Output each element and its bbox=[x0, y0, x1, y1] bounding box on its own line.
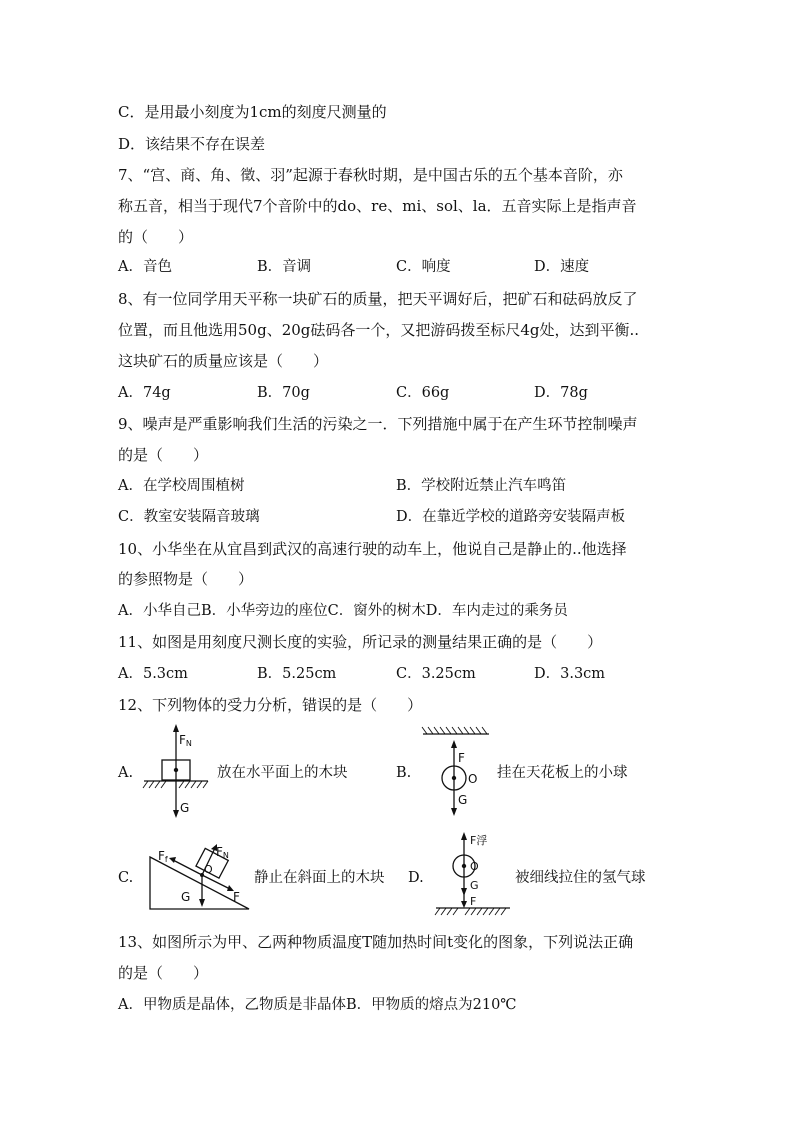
q11-option-d: D．3.3cm bbox=[534, 666, 606, 682]
q7-option-b: B．音调 bbox=[257, 259, 312, 275]
fig-d-buoyancy-label: F浮 bbox=[470, 834, 488, 847]
question-13-line-1: 13、如图所示为甲、乙两种物质温度T随加热时间t变化的图象，下列说法正确 bbox=[118, 933, 634, 951]
option-d-prev: D．该结果不存在误差 bbox=[118, 135, 266, 153]
option-c-prev: C．是用最小刻度为1cm的刻度尺测量的 bbox=[118, 103, 387, 121]
question-10-line-2: 的参照物是（ ） bbox=[118, 570, 254, 588]
q9-option-a: A．在学校周围植树 bbox=[118, 478, 245, 494]
q8-option-a: A．74g bbox=[118, 385, 171, 401]
q7-option-c: C．响度 bbox=[396, 259, 451, 275]
fig-a-g-label: G bbox=[180, 801, 190, 815]
question-9-line-2: 的是（ ） bbox=[118, 446, 209, 464]
question-12-line-1: 12、下列物体的受力分析，错误的是（ ） bbox=[118, 696, 423, 714]
fig-b-f-label: F bbox=[458, 751, 465, 765]
fig-d-g-label: G bbox=[470, 879, 479, 892]
q11-option-a: A．5.3cm bbox=[118, 666, 188, 682]
fig-b-gravity-arrow bbox=[451, 778, 457, 816]
fig-a-diagram bbox=[140, 722, 220, 822]
q8-option-c: C．66g bbox=[396, 385, 450, 401]
fig-d-letter: D. bbox=[408, 870, 424, 886]
fig-c-caption: 静止在斜面上的木块 bbox=[254, 870, 385, 886]
q9-option-c: C．教室安装隔音玻璃 bbox=[118, 509, 260, 525]
fig-a-fn-label: FN bbox=[179, 733, 192, 748]
fig-b-o-label: O bbox=[468, 772, 478, 786]
q7-option-a: A．音色 bbox=[118, 259, 172, 275]
question-8-line-2: 位置，而且他选用50g、20g砝码各一个，又把游码拨至标尺4g处，达到平衡.. bbox=[118, 321, 640, 339]
fig-b-caption: 挂在天花板上的小球 bbox=[497, 765, 628, 781]
q8-option-d: D．78g bbox=[534, 385, 588, 401]
fig-d-ground bbox=[435, 908, 510, 915]
question-10-line-1: 10、小华坐在从宜昌到武汉的高速行驶的动车上，他说自己是静止的..他选择 bbox=[118, 540, 627, 558]
fig-d-o-label: O bbox=[470, 860, 479, 873]
fig-a-letter: A. bbox=[118, 765, 134, 781]
fig-c-o-label: O bbox=[204, 863, 213, 876]
question-11-line-1: 11、如图是用刻度尺测长度的实验，所记录的测量结果正确的是（ ） bbox=[118, 633, 603, 651]
fig-c-fn-label: FN bbox=[216, 845, 229, 860]
question-8-line-3: 这块矿石的质量应该是（ ） bbox=[118, 352, 329, 370]
q9-option-d: D．在靠近学校的道路旁安装隔声板 bbox=[396, 509, 626, 525]
question-13-line-2: 的是（ ） bbox=[118, 964, 209, 982]
fig-c-letter: C. bbox=[118, 870, 134, 886]
fig-d-buoyancy-arrow bbox=[461, 832, 467, 866]
q7-option-d: D．速度 bbox=[534, 259, 590, 275]
fig-a-normal-force-arrow bbox=[173, 724, 179, 770]
fig-d-diagram bbox=[428, 826, 518, 922]
fig-c-ff-label: Ff bbox=[158, 849, 168, 864]
fig-b-diagram bbox=[415, 724, 495, 824]
question-7-line-1: 7、“宫、商、角、徵、羽”起源于春秋时期，是中国古乐的五个基本音阶，亦 bbox=[118, 166, 623, 184]
question-8-line-1: 8、有一位同学用天平称一块矿石的质量，把天平调好后，把矿石和砝码放反了 bbox=[118, 290, 638, 308]
question-7-line-3: 的（ ） bbox=[118, 228, 194, 246]
fig-c-f-label: F bbox=[233, 890, 240, 904]
fig-b-tension-arrow bbox=[451, 740, 457, 778]
fig-b-g-label: G bbox=[458, 793, 468, 807]
fig-b-letter: B. bbox=[396, 765, 412, 781]
q13-options: A．甲物质是晶体，乙物质是非晶体B．甲物质的熔点为210℃ bbox=[118, 997, 517, 1013]
fig-c-diagram bbox=[145, 835, 255, 915]
question-9-line-1: 9、噪声是严重影响我们生活的污染之一．下列措施中属于在产生环节控制噪声 bbox=[118, 415, 638, 433]
fig-c-g-label: G bbox=[181, 890, 191, 904]
q10-options: A．小华自己B．小华旁边的座位C．窗外的树木D．车内走过的乘务员 bbox=[118, 603, 568, 619]
fig-a-caption: 放在水平面上的木块 bbox=[217, 765, 348, 781]
question-7-line-2: 称五音，相当于现代7个音阶中的do、re、mi、sol、la．五音实际上是指声音 bbox=[118, 197, 637, 215]
fig-d-caption: 被细线拉住的氢气球 bbox=[515, 870, 646, 886]
fig-d-f-label: F bbox=[470, 895, 477, 908]
fig-d-string-tension-arrow bbox=[461, 890, 467, 908]
q9-option-b: B．学校附近禁止汽车鸣笛 bbox=[396, 478, 567, 494]
fig-a-gravity-arrow bbox=[173, 770, 179, 818]
fig-c-gravity-arrow bbox=[199, 875, 205, 907]
q11-option-b: B．5.25cm bbox=[257, 666, 337, 682]
fig-b-ceiling bbox=[422, 727, 489, 734]
q8-option-b: B．70g bbox=[257, 385, 310, 401]
q11-option-c: C．3.25cm bbox=[396, 666, 476, 682]
